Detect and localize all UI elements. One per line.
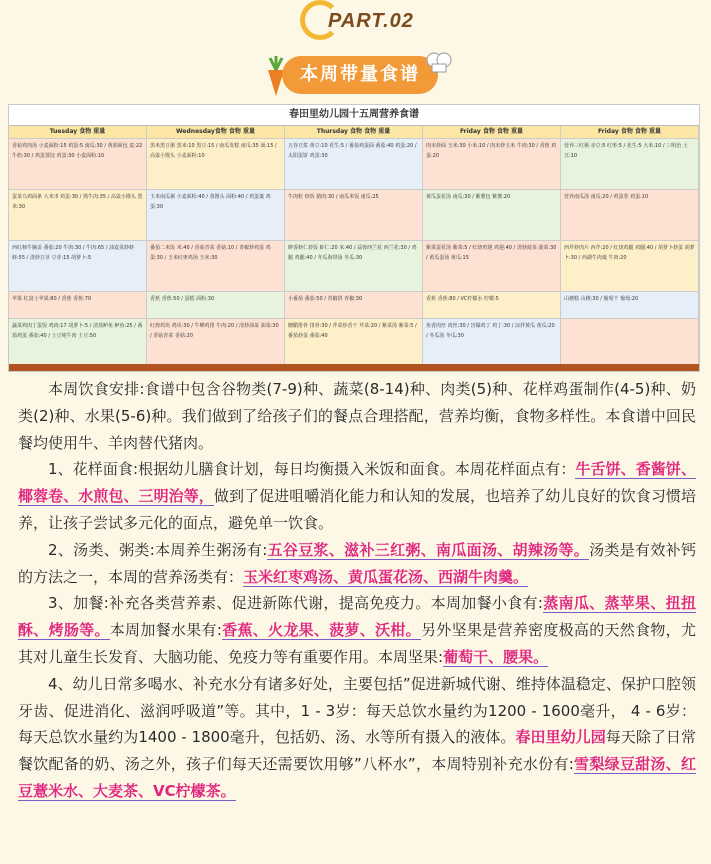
menu-cell: 黑米黑豆粥 黑米:10 黑豆:15 / 南瓜发糕 南瓜:35 面:15 / 高粱小馒头 小麦面粉:10 [147, 139, 285, 190]
menu-cell: 营养三红粥 赤豆:5 红枣:5 / 花生:5 大米:10 / 三明治 土豆:10 [561, 139, 699, 190]
menu-cell: 香蕉 香蕉:80 / VC柠檬水 柠檬:5 [423, 292, 561, 319]
menu-cell: 营养南瓜汤 南瓜:20 / 鸡蛋卷 鸡蛋:10 [561, 190, 699, 241]
section-banner: 本周带量食谱 [282, 56, 438, 94]
menu-cell: 肉末炒面 玉米:30 小米:10 / 肉末炒玉米 牛肉:30 / 香蕉 鸡蛋:20 [423, 139, 561, 190]
menu-cell: 香菇鸡肉汤 小麦面粉:15 鸡蛋:5 南瓜:30 / 黄油面包 麦:22 牛奶:30 / 鸡蛋蒸饺 鸡蛋:30 小麦面粉:10 [9, 139, 147, 190]
menu-cell: 山楂糕 山楂:30 / 葡萄干 葡萄:20 [561, 292, 699, 319]
text-span: 1、花样面食:根据幼儿膳食计划，每日均衡摄入米饭和面食。本周花样面点有： [48, 460, 576, 479]
text-span: 每天除了日常餐饮配备的奶、汤之外，孩子们每天还需要饮用够”八杯水”，本周特别补充水份有: [18, 728, 696, 774]
menu-cell: 蔬菜鸡肉丁蛋饭 鸡肉:17 胡萝卜:5 / 清蒸鲈鱼 鲈鱼:25 / 番茄鸡蛋 番茄:40 / 土豆炖牛肉 土豆:50 [9, 319, 147, 370]
day-header: Wednesday食物 食物 重量 [147, 126, 285, 139]
table-grid [9, 126, 699, 139]
menu-cell: 番茄二米饭 米:40 / 香菇青菜 香菇:10 / 青椒炒鸡蛋 鸡蛋:30 / 玉米红枣鸡汤 玉米:30 [147, 241, 285, 292]
menu-cell: 西芹炒肉片 西芹:20 / 红烧鸡腿 鸡腿:40 / 胡萝卜炒蛋 胡萝卜:30 / 西湖牛肉羹 牛肉:20 [561, 241, 699, 292]
highlight-nuts: 葡萄干、腰果。 [443, 647, 549, 666]
text-span: 4、幼儿日常多喝水、补充水分有诸多好处，主要包括”促进新城代谢、维持体温稳定、保护口腔领牙齿、促进消化、滋润呼吸道”等。其中，1 - 3岁：每天总饮水量约为1200 - 1600毫升， 4 - 6岁：每天总饮水量约为1400 - 1800毫升，包括奶、汤、水等所有摄入的液体。 [18, 674, 696, 747]
text-span: 2、汤类、粥类:本周养生粥汤有: [48, 540, 268, 559]
day-header: Friday 食物 食物 重量 [423, 126, 561, 139]
menu-cell [561, 319, 699, 370]
menu-cell: 五谷豆浆 黄豆:10 花生:5 / 番茄鸡蛋面 番茄:40 鸡蛋:20 / 太阳蛋饼 鸡蛋:30 [285, 139, 423, 190]
text-span: 3、加餐:补充各类营养素、促进新陈代谢，提高免疫力。本周加餐小食有: [48, 594, 543, 613]
menu-cell: 西红柿牛腩盖 番茄:20 牛肉:30 / 牛肉:65 / 油麦菜炒虾 虾:55 / 清炒豆芽 豆芽:15 胡萝卜:5 [9, 241, 147, 292]
menu-cell: 鱼香肉丝 肉丝:30 / 宫爆鸡丁 鸡丁:30 / 凉拌黄瓜 黄瓜:20 / 冬瓜汤 冬瓜:30 [423, 319, 561, 370]
school-name: 春田里幼儿园 [515, 728, 606, 747]
chef-hat-icon [424, 50, 454, 74]
menu-cell: 玉米南瓜粥 小麦面粉:40 / 蒸馒头 面粉:40 / 鸡蛋羹 鸡蛋:30 [147, 190, 285, 241]
text-span: 本周加餐水果有: [109, 621, 222, 640]
menu-cell: 鲜香虾仁炒饭 虾仁:20 米:40 / 蒜蓉西兰花 西兰花:30 / 鸡腿 鸡腿:40 / 冬瓜海带汤 冬瓜:30 [285, 241, 423, 292]
highlight-porridge: 五谷豆浆、滋补三红粥、南瓜面汤、胡辣汤等。 [267, 540, 590, 559]
menu-cell: 红烧鸡块 鸡块:30 / 牛柳鸡排 牛肉:20 / 清炒油菜 油菜:30 / 香菇青菜 香菇:20 [147, 319, 285, 370]
table-row [9, 241, 699, 292]
highlight-pastry: 牛舌饼、香酱饼、椰蓉卷、水煎包、三明治等， [18, 460, 696, 506]
menu-cell: 小番茄 番茄:50 / 青椒饼 青椒:30 [285, 292, 423, 319]
text-span: 汤类是有效补钙的方法之一，本周的营养汤类有： [18, 540, 696, 586]
highlight-drinks: 雪梨绿豆甜汤、红豆薏米水、大麦茶、VC柠檬茶。 [18, 755, 696, 800]
table-title: 春田里幼儿园十五周营养食谱 [9, 105, 699, 126]
highlight-snack: 蒸南瓜、蒸苹果、扭扭酥、烤肠等。 [18, 594, 696, 640]
paragraph-water [18, 671, 696, 805]
menu-cell: 牛肉粒 炒饭 猪肉:30 / 南瓜米饭 南瓜:25 [285, 190, 423, 241]
table-row [9, 319, 699, 370]
menu-cell: 蛋菜乌鸡面条 大米:5 鸡蛋:30 / 熟牛肉:35 / 高粱小馒头 黑米:30 [9, 190, 147, 241]
highlight-soup: 玉米红枣鸡汤、黄瓜蛋花汤、西湖牛肉羹。 [243, 567, 529, 586]
menu-cell: 香蕉 香蕉:50 / 蛋糕 面粉:30 [147, 292, 285, 319]
paragraph-soup [18, 537, 696, 591]
part-label: PART.02 [328, 10, 414, 32]
day-header: Tuesday 食物 重量 [9, 126, 147, 139]
menu-cell: 糖醋排骨 排骨:30 / 芹菜炒香干 芹菜:20 / 紫菜汤 紫菜:5 / 番茄炒蛋 番茄:40 [285, 319, 423, 370]
paragraph-snack [18, 590, 696, 670]
day-header: Friday 食物 食物 重量 [561, 126, 699, 139]
article-body [18, 376, 696, 805]
table-row [9, 139, 699, 190]
text-span: 做到了促进咀嚼消化能力和认知的发展，也培养了幼儿良好的饮食习惯培养，让孩子尝试多元化的面点，避免单一饮食。 [18, 487, 696, 532]
table-row [9, 190, 699, 241]
day-header: Thursday 食物 食物 重量 [285, 126, 423, 139]
paragraph-overview: 本周饮食安排:食谱中包含谷物类(7-9)种、蔬菜(8-14)种、肉类(5)种、花样鸡蛋制作(4-5)种、奶类(2)种、水果(5-6)种。我们做到了给孩子们的餐点合理搭配，营养均衡，食物多样性。本食谱中回民餐均使用牛、羊肉替代猪肉。 [18, 380, 696, 452]
text-span: 另外坚果是营养密度极高的天然食物，尤其对儿童生长发育、大脑功能、免疫力等有重要作用。本周坚果: [18, 621, 696, 666]
table-footer-bar [9, 364, 699, 371]
table-row [9, 292, 699, 319]
paragraph-pastry [18, 456, 696, 536]
highlight-fruit: 香蕉、火龙果、菠萝、沃柑。 [221, 621, 421, 640]
menu-cell: 黄瓜蛋花汤 南瓜:30 / 紫薯包 紫薯:20 [423, 190, 561, 241]
menu-cell: 苹果 红富士苹果:80 / 香蕉 香蕉:70 [9, 292, 147, 319]
section-header [0, 0, 711, 98]
weekly-menu-table [8, 104, 700, 372]
menu-cell: 紫菜蛋花汤 紫菜:5 / 红烧鸡翅 鸡翅:40 / 清炒菠菜 菠菜:30 / 黄瓜蛋汤 黄瓜:15 [423, 241, 561, 292]
